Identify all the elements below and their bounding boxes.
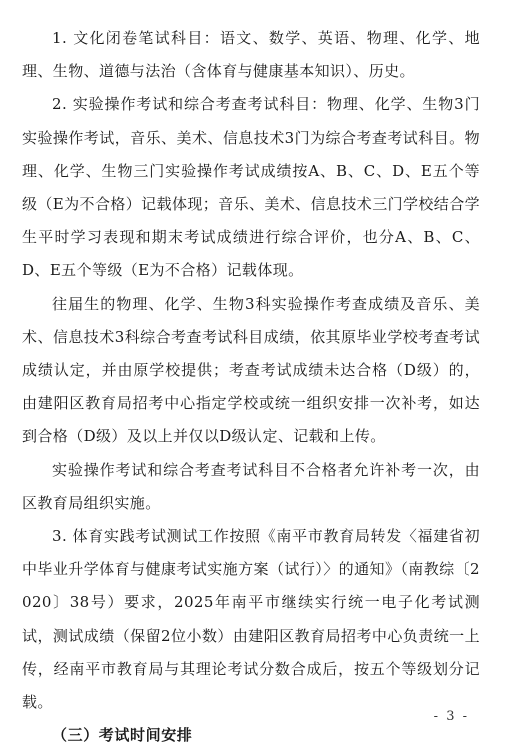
paragraph-subjects-practical: 2. 实验操作考试和综合考查考试科目：物理、化学、生物3门实验操作考试，音乐、美术、信息技术3门为综合考查考试科目。物理、化学、生物三门实验操作考试成绩按A、B、C、D、E五个等级（E为不合格）记载体现；音乐、美术、信息技术三门学校结合学生平时学习表现和期末考试成绩进行综合评价，也分A、B、C、D、E五个等级（E为不合格）记载体现。 [22,95,480,280]
paragraph-subjects-written: 1. 文化闭卷笔试科目：语文、数学、英语、物理、化学、地理、生物、道德与法治（含体育与健康基本知识）、历史。 [22,29,480,81]
section-heading-exam-schedule: （三）考试时间安排 [52,726,193,745]
paragraph-makeup-exam: 实验操作考试和综合考查考试科目不合格者允许补考一次，由区教育局组织实施。 [22,460,480,512]
paragraph-pe-exam: 3. 体育实践考试测试工作按照《南平市教育局转发〈福建省初中毕业升学体育与健康考试实施方案（试行）〉的通知》（南教综〔2020〕38号）要求，2025年南平市继续实行统一电子化考试测试，测试成绩（保留2位小数）由建阳区教育局招考中心负责统一上传，经南平市教育局与其理论考试分数合成后，按五个等级划分记载。 [22,527,480,712]
paragraph-previous-graduates: 往届生的物理、化学、生物3科实验操作考查成绩及音乐、美术、信息技术3科综合考查考试科目成绩，依其原毕业学校考查考试成绩认定，并由原学校提供；考查考试成绩未达合格（D级）的，由建阳区教育局招考中心指定学校或统一组织安排一次补考，如达到合格（D级）及以上并仅以D级认定、记载和上传。 [22,294,480,446]
page-number: - 3 - [433,709,469,724]
document-body [22,22,480,752]
